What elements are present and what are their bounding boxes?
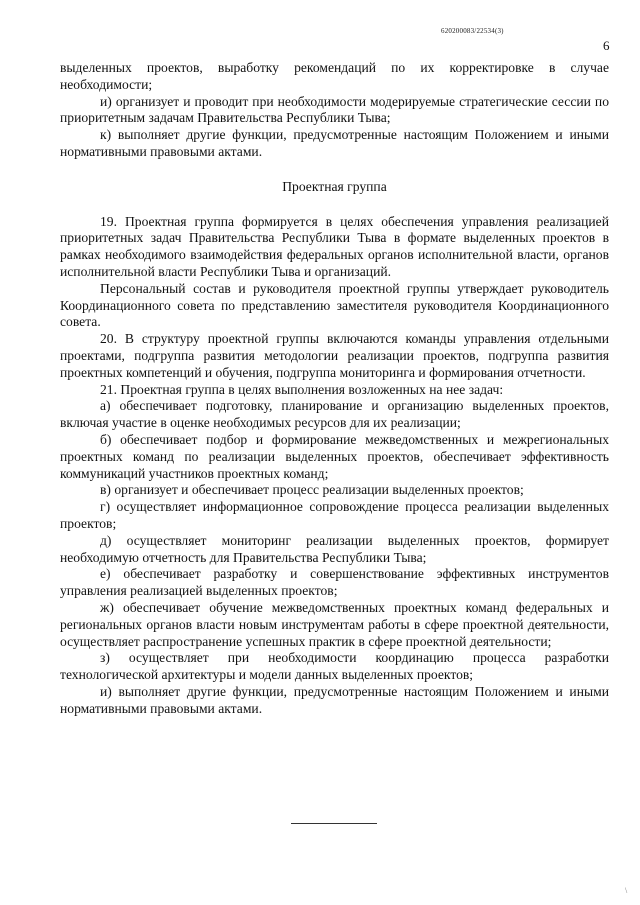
- paragraph-item-i-final: и) выполняет другие функции, предусмотренные настоящим Положением и иными нормативными правовыми актами.: [60, 683, 609, 716]
- paragraph-item-k: к) выполняет другие функции, предусмотренные настоящим Положением и иными нормативными правовыми актами.: [60, 127, 609, 159]
- section-title: Проектная группа: [282, 178, 387, 194]
- paragraph-item-b: б) обеспечивает подбор и формирование межведомственных и межрегиональных проектных команд по реализации выделенных проектов, обеспечивает эффективность коммуникаций участников проектных команд;: [60, 431, 609, 481]
- paragraph-item-g: г) осуществляет информационное сопровождение процесса реализации выделенных проектов;: [60, 499, 609, 531]
- paragraph-personnel: Персональный состав и руководителя проектной группы утверждает руководитель Координационного совета по представлению заместителя руководителя Координационного совета.: [60, 280, 609, 330]
- paragraph-item-i: и) организует и проводит при необходимости модерируемые стратегические сессии по приоритетным задачам Правительства Республики Тыва;: [60, 93, 609, 126]
- document-body: [60, 60, 609, 717]
- page-number: 6: [603, 38, 610, 53]
- paragraph-21: 21. Проектная группа в целях выполнения возложенных на нее задач:: [100, 381, 504, 397]
- corner-mark: \: [625, 886, 628, 895]
- paragraph-item-z: з) осуществляет при необходимости координацию процесса разработки технологической архитектуры и модели данных выделенных проектов;: [60, 650, 609, 683]
- end-of-document-rule: [291, 823, 377, 824]
- paragraph-item-e: е) обеспечивает разработку и совершенствование эффективных инструментов управления реализацией выделенных проектов;: [60, 566, 609, 599]
- paragraph-continuation: выделенных проектов, выработку рекомендаций по их корректировке в случае необходимости;: [60, 60, 609, 92]
- paragraph-19: 19. Проектная группа формируется в целях обеспечения управления реализацией приоритетных задач Правительства Республики Тыва в формате выделенных проектов в рамках необходимого взаимодействия федеральных органов исполнительной власти, органов исполнительной власти Республики Тыва и организаций.: [60, 213, 609, 279]
- paragraph-item-zh: ж) обеспечивает обучение межведомственных проектных команд федеральных и региональных органов власти новым инструментам работы в сфере проектной деятельности, осуществляет распространение успешных практик в сфере проектной деятельности;: [60, 599, 609, 649]
- paragraph-item-a: а) обеспечивает подготовку, планирование и организацию выделенных проектов, включая участие в оценке необходимых ресурсов для их реализации;: [60, 398, 609, 431]
- document-registration-number: 620200083/22534(3): [441, 27, 504, 35]
- paragraph-item-d: д) осуществляет мониторинг реализации выделенных проектов, формирует необходимую отчетность для Правительства Республики Тыва;: [60, 532, 609, 565]
- paragraph-item-v: в) организует и обеспечивает процесс реализации выделенных проектов;: [100, 482, 524, 498]
- paragraph-20: 20. В структуру проектной группы включаются команды управления отдельными проектами, подгруппа развития методологии реализации проектов, подгруппа развития проектных компетенций и обучения, подгруппа мониторинга и формирования отчетности.: [60, 331, 609, 380]
